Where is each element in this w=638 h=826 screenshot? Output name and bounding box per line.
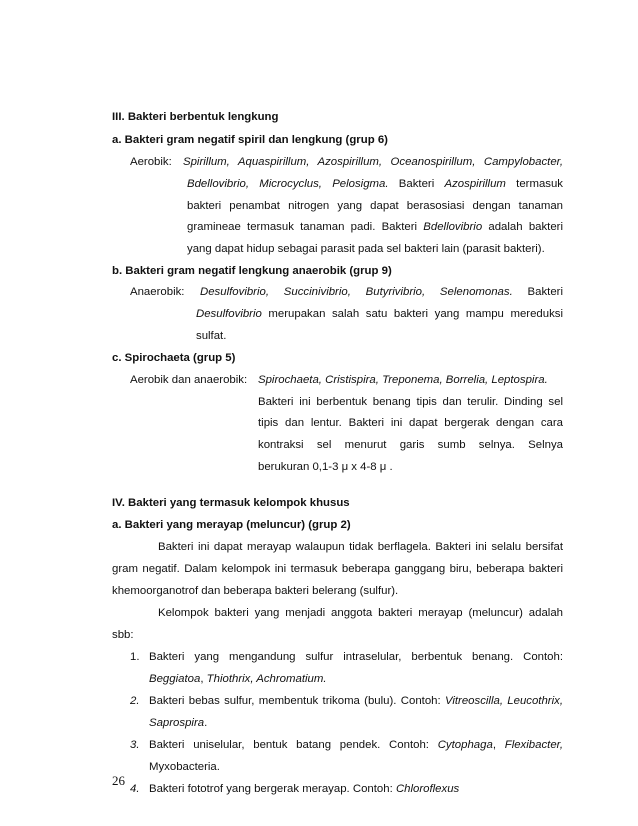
- text: merupakan salah satu bakteri yang mampu mereduksi: [268, 308, 563, 320]
- italic-text: Saprospira: [149, 717, 205, 729]
- italic-text: Vitreoscilla, Leucothrix,: [444, 695, 563, 707]
- italic-text: Flexibacter,: [504, 739, 563, 751]
- list-number: [130, 738, 140, 752]
- list-number: [130, 694, 140, 708]
- list-item: [149, 782, 459, 796]
- text: Bakteri: [527, 286, 563, 298]
- list-item: [149, 694, 563, 708]
- body-line: sbb:: [112, 629, 134, 641]
- subsection-heading: a. Bakteri yang merayap (meluncur) (grup 2): [112, 519, 351, 531]
- list-item: Bakteri yang mengandung sulfur intraselular, berbentuk benang. Contoh:: [149, 651, 563, 663]
- text: ,: [492, 739, 505, 751]
- italic-text: Chloroflexus: [395, 783, 460, 795]
- text: termasuk: [516, 178, 563, 190]
- text: ,: [200, 673, 207, 685]
- body-line: kontraksi sel menurut garis sumb selnya. Selnya: [258, 439, 563, 451]
- page-number: 26: [112, 773, 125, 788]
- text: adalah bakteri: [488, 221, 564, 233]
- list-number: [130, 782, 140, 796]
- italic-text: Thiothrix, Achromatium.: [206, 673, 327, 685]
- list-item: [149, 716, 207, 730]
- text: gramineae termasuk tanaman padi. Bakteri: [187, 221, 418, 233]
- body-line: bakteri penambat nitrogen yang dapat berasosiasi dengan tanaman: [187, 200, 563, 212]
- italic-text: Bdellovibrio, Microcyclus, Pelosigma.: [187, 178, 389, 190]
- body-line: Kelompok bakteri yang menjadi anggota bakteri merayap (meluncur) adalah: [158, 607, 563, 619]
- body-line: [183, 155, 563, 169]
- italic-text: 2.: [130, 695, 140, 707]
- section-heading: III. Bakteri berbentuk lengkung: [112, 111, 279, 123]
- body-line: berukuran 0,1-3 μ x 4-8 μ .: [258, 461, 393, 473]
- body-line: [196, 307, 563, 321]
- italic-text: Beggiatoa: [149, 673, 201, 685]
- label-text: Aerobik dan anaerobik:: [130, 374, 248, 386]
- body-line: [187, 177, 563, 191]
- italic-text: 3.: [130, 739, 140, 751]
- body-line: khemoorganotrof dan beberapa bakteri belerang (sulfur).: [112, 585, 399, 597]
- body-line: [200, 285, 563, 299]
- subsection-heading: b. Bakteri gram negatif lengkung anaerobik (grup 9): [112, 265, 392, 277]
- italic-text: Spirochaeta, Cristispira, Treponema, Borrelia, Leptospira.: [258, 374, 548, 386]
- subsection-heading: a. Bakteri gram negatif spiril dan lengkung (grup 6): [112, 134, 388, 146]
- italic-text: 4.: [130, 783, 140, 795]
- body-line: yang dapat hidup sebagai parasit pada sel bakteri lain (parasit bakteri).: [187, 243, 545, 255]
- italic-text: Azospirillum: [444, 178, 506, 190]
- text: Bakteri bebas sulfur, membentuk trikoma (bulu). Contoh:: [149, 695, 441, 707]
- italic-text: Spirillum, Aquaspirillum, Azospirillum, Oceanospirillum, Campylobacter,: [183, 156, 563, 168]
- list-item: [149, 738, 563, 752]
- italic-text: Desulfovibrio: [196, 308, 262, 320]
- list-item: Myxobacteria.: [149, 761, 220, 773]
- label-text: Aerobik:: [130, 156, 172, 168]
- italic-text: Cytophaga: [437, 739, 493, 751]
- italic-text: Bdellovibrio: [423, 221, 483, 233]
- italic-text: Desulfovibrio, Succinivibrio, Butyrivibrio, Selenomonas.: [200, 286, 513, 298]
- body-line: sulfat.: [196, 330, 227, 342]
- body-line: [187, 220, 563, 234]
- body-line: tipis dan lentur. Bakteri ini dapat bergerak dengan cara: [258, 417, 563, 429]
- subsection-heading: c. Spirochaeta (grup 5): [112, 352, 236, 364]
- body-line: Bakteri ini dapat merayap walaupun tidak berflagela. Bakteri ini selalu bersifat: [158, 541, 563, 553]
- list-item: [149, 672, 327, 686]
- section-heading: IV. Bakteri yang termasuk kelompok khusus: [112, 497, 350, 509]
- text: .: [204, 717, 208, 729]
- body-line: [258, 373, 548, 387]
- label-text: Anaerobik:: [130, 286, 185, 298]
- text: Bakteri: [398, 178, 435, 190]
- text: Bakteri uniselular, bentuk batang pendek. Contoh:: [149, 739, 429, 751]
- body-line: Bakteri ini berbentuk benang tipis dan terulir. Dinding sel: [258, 396, 563, 408]
- text: Bakteri fototrof yang bergerak merayap. Contoh:: [149, 783, 393, 795]
- body-line: gram negatif. Dalam kelompok ini termasuk beberapa ganggang biru, beberapa bakteri: [112, 563, 563, 575]
- list-number: 1.: [130, 651, 140, 663]
